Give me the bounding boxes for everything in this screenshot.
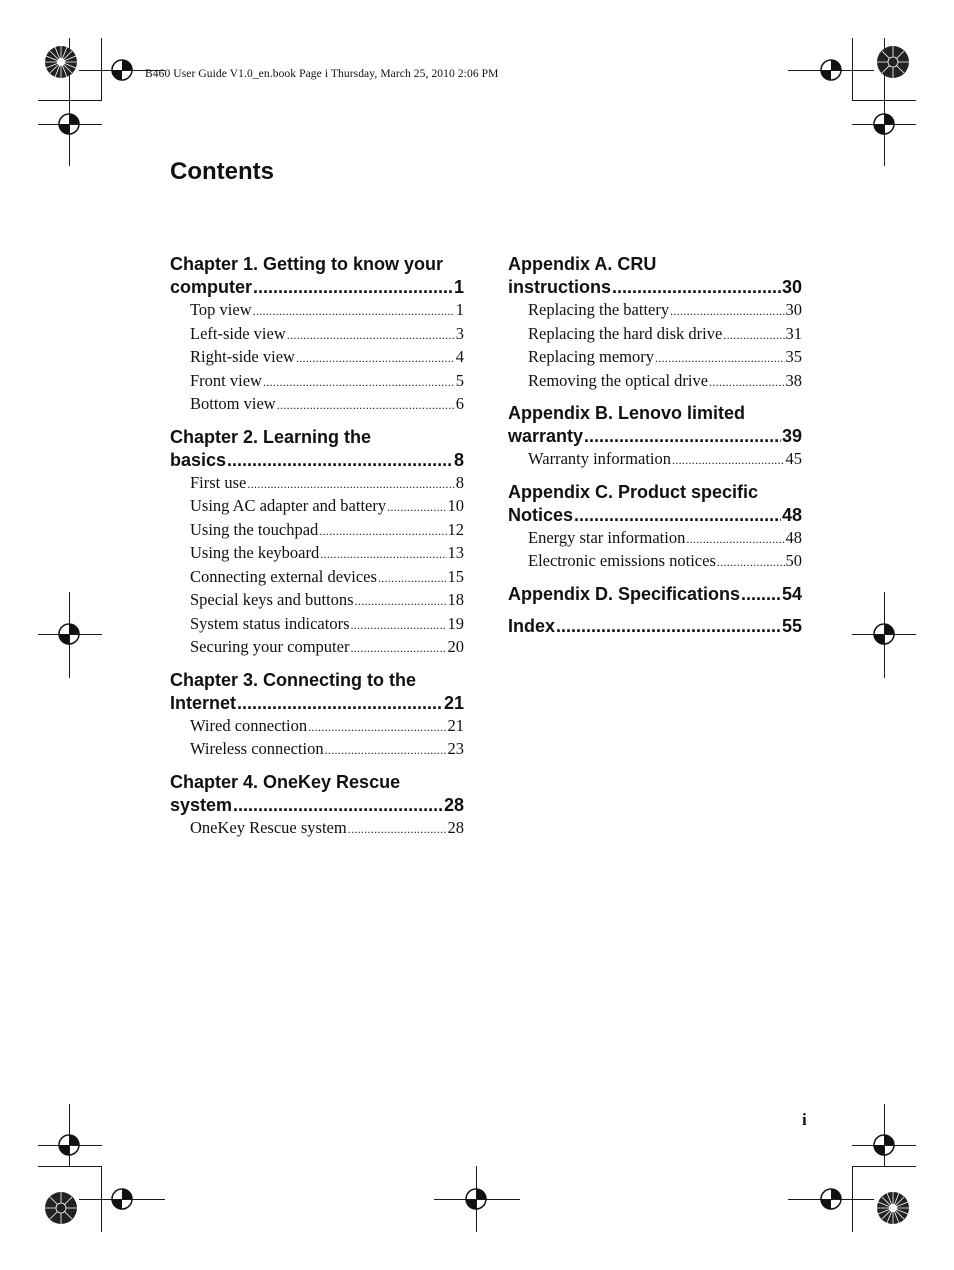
section-title: System status indicators [190,613,350,633]
section-title: Wireless connection [190,739,324,758]
dot-leader [670,301,784,323]
dot-leader [686,529,784,551]
section-page-number: 23 [447,739,464,758]
section-page-number: 5 [455,370,464,390]
chapter-page-number: 30 [781,277,802,297]
section-title: Securing your computer [190,637,350,656]
dot-leader [612,276,781,299]
toc-chapter-entry[interactable] [170,426,464,472]
toc-section-entry[interactable] [170,613,464,637]
chapter-page-number: 48 [781,504,802,525]
chapter-title: system [170,794,233,815]
toc-section-entry[interactable] [170,738,464,762]
chapter-page-number: 55 [781,615,802,636]
dot-leader [717,552,785,574]
toc-section-entry[interactable] [170,519,464,543]
star-target-icon [875,44,911,80]
toc-section-entry[interactable] [508,370,802,394]
section-page-number: 21 [447,715,464,735]
toc-section-entry[interactable] [508,448,802,472]
section-title: Special keys and buttons [190,590,354,609]
dot-leader [233,794,443,817]
chapter-page-number: 54 [781,583,802,604]
dot-leader [277,395,455,417]
toc-section-entry[interactable] [170,542,464,566]
section-title: Energy star information [528,527,686,547]
section-title: Warranty information [528,449,671,468]
section-page-number: 48 [785,527,802,547]
section-title: Left-side view [190,323,286,343]
dot-leader [325,740,447,762]
section-title: Bottom view [190,394,276,413]
toc-section-entry[interactable] [170,346,464,370]
star-target-icon [43,44,79,80]
section-page-number: 10 [447,496,464,515]
section-title: Using the touchpad [190,519,319,539]
section-title: OneKey Rescue system [190,817,347,837]
dot-leader [574,504,781,527]
section-title: Replacing the hard disk drive [528,323,723,343]
toc-chapter-entry[interactable] [508,402,802,448]
dot-leader [741,583,781,606]
chapter-title: basics [170,449,227,470]
star-target-icon [875,1190,911,1226]
section-page-number: 45 [785,449,802,468]
toc-section-entry[interactable] [508,346,802,370]
dot-leader [296,348,455,370]
section-page-number: 1 [455,300,464,319]
section-title: Replacing the battery [528,300,670,319]
print-header: B460 User Guide V1.0_en.book Page i Thursday, March 25, 2010 2:06 PM [145,68,499,80]
registration-mark-icon [860,100,908,148]
dot-leader [227,449,453,472]
dot-leader [320,544,446,566]
toc-section-entry[interactable] [170,393,464,417]
registration-mark-icon [45,1121,93,1169]
chapter-page-number: 28 [443,794,464,815]
toc-section-entry[interactable] [170,589,464,613]
dot-leader [350,638,446,660]
toc-chapter-entry[interactable] [170,669,464,715]
chapter-title-row [170,449,464,472]
registration-mark-icon [98,46,146,94]
chapter-title-row [170,692,464,715]
section-title: Using AC adapter and battery [190,496,387,515]
section-title: Connecting external devices [190,566,377,586]
toc-section-entry[interactable] [170,299,464,323]
toc-section-entry[interactable] [170,566,464,590]
section-page-number: 13 [447,543,464,562]
toc-section-entry[interactable] [170,472,464,496]
star-target-icon [43,1190,79,1226]
section-page-number: 30 [785,300,802,319]
toc-chapter-entry[interactable] [508,481,802,527]
page-number: i [802,1110,807,1129]
registration-mark-icon [860,1121,908,1169]
chapter-title: Appendix D. Specifications [508,583,741,604]
toc-section-entry[interactable] [508,323,802,347]
chapter-title: computer [170,277,253,297]
section-page-number: 3 [455,323,464,343]
dot-leader [237,692,443,715]
dot-leader [387,497,446,519]
section-page-number: 38 [785,370,802,390]
registration-mark-icon [45,100,93,148]
toc-section-entry[interactable] [170,323,464,347]
chapter-title-row [508,425,802,448]
chapter-title-line: Chapter 3. Connecting to the [170,669,417,690]
chapter-title: Notices [508,504,574,525]
dot-leader [723,325,784,347]
chapter-title-line: Appendix A. CRU [508,254,657,274]
dot-leader [247,474,454,496]
chapter-title: instructions [508,277,612,297]
section-page-number: 50 [785,551,802,570]
toc-column-left [170,253,464,840]
section-page-number: 20 [447,637,464,656]
toc-chapter-entry[interactable] [508,615,802,638]
section-page-number: 12 [447,519,464,539]
section-page-number: 15 [447,566,464,586]
toc-section-entry[interactable] [170,715,464,739]
section-page-number: 31 [785,323,802,343]
section-title: First use [190,472,247,492]
chapter-title-row [508,583,802,606]
chapter-page-number: 1 [453,277,464,297]
chapter-page-number: 8 [453,449,464,470]
section-page-number: 4 [455,347,464,366]
toc-section-entry[interactable] [170,817,464,841]
dot-leader [348,819,447,841]
dot-leader [584,425,781,448]
section-page-number: 6 [455,394,464,413]
toc-section-entry[interactable] [170,636,464,660]
toc-section-entry[interactable] [508,550,802,574]
toc-chapter-entry[interactable] [170,253,464,299]
section-page-number: 8 [455,472,464,492]
dot-leader [709,372,784,394]
toc-section-entry[interactable] [508,299,802,323]
dot-leader [308,717,446,739]
chapter-title-line: Chapter 1. Getting to know your [170,254,444,274]
dot-leader [319,521,446,543]
chapter-page-number: 39 [781,426,802,446]
dot-leader [655,348,784,370]
toc-chapter-entry[interactable] [508,583,802,606]
chapter-title: Internet [170,692,237,713]
section-page-number: 19 [447,613,464,633]
toc-section-entry[interactable] [170,370,464,394]
registration-mark-icon [807,1175,855,1223]
toc-chapter-entry[interactable] [170,771,464,817]
chapter-page-number: 21 [443,692,464,713]
section-title: Right-side view [190,347,295,366]
chapter-title-line: Chapter 4. OneKey Rescue [170,771,401,792]
toc-section-entry[interactable] [508,527,802,551]
dot-leader [263,372,455,394]
registration-mark-icon [45,610,93,658]
registration-mark-icon [807,46,855,94]
chapter-title: warranty [508,426,584,446]
chapter-title-row [170,794,464,817]
dot-leader [253,301,455,323]
dot-leader [253,276,453,299]
dot-leader [355,591,447,613]
chapter-title-row [508,276,802,299]
registration-mark-icon [860,610,908,658]
dot-leader [672,450,785,472]
dot-leader [287,325,455,347]
section-title: Removing the optical drive [528,370,709,390]
toc-section-entry[interactable] [170,495,464,519]
chapter-title: Index [508,615,556,636]
dot-leader [378,568,447,590]
registration-mark-icon [98,1175,146,1223]
toc-chapter-entry[interactable] [508,253,802,299]
chapter-title-row [508,504,802,527]
page-title: Contents [170,158,274,185]
section-page-number: 28 [447,817,464,837]
section-title: Front view [190,370,262,390]
chapter-title-line: Appendix B. Lenovo limited [508,403,746,423]
section-title: Using the keyboard [190,543,320,562]
section-page-number: 35 [785,347,802,366]
section-title: Top view [190,300,252,319]
chapter-title-line: Chapter 2. Learning the [170,426,372,447]
dot-leader [556,615,781,638]
registration-mark-icon [452,1175,500,1223]
section-title: Electronic emissions notices [528,551,716,570]
chapter-title-line: Appendix C. Product specific [508,481,759,502]
dot-leader [351,615,447,637]
section-title: Wired connection [190,715,308,735]
toc-column-right [508,253,802,638]
chapter-title-row [508,615,802,638]
section-title: Replacing memory [528,347,655,366]
section-page-number: 18 [447,590,464,609]
chapter-title-row [170,276,464,299]
